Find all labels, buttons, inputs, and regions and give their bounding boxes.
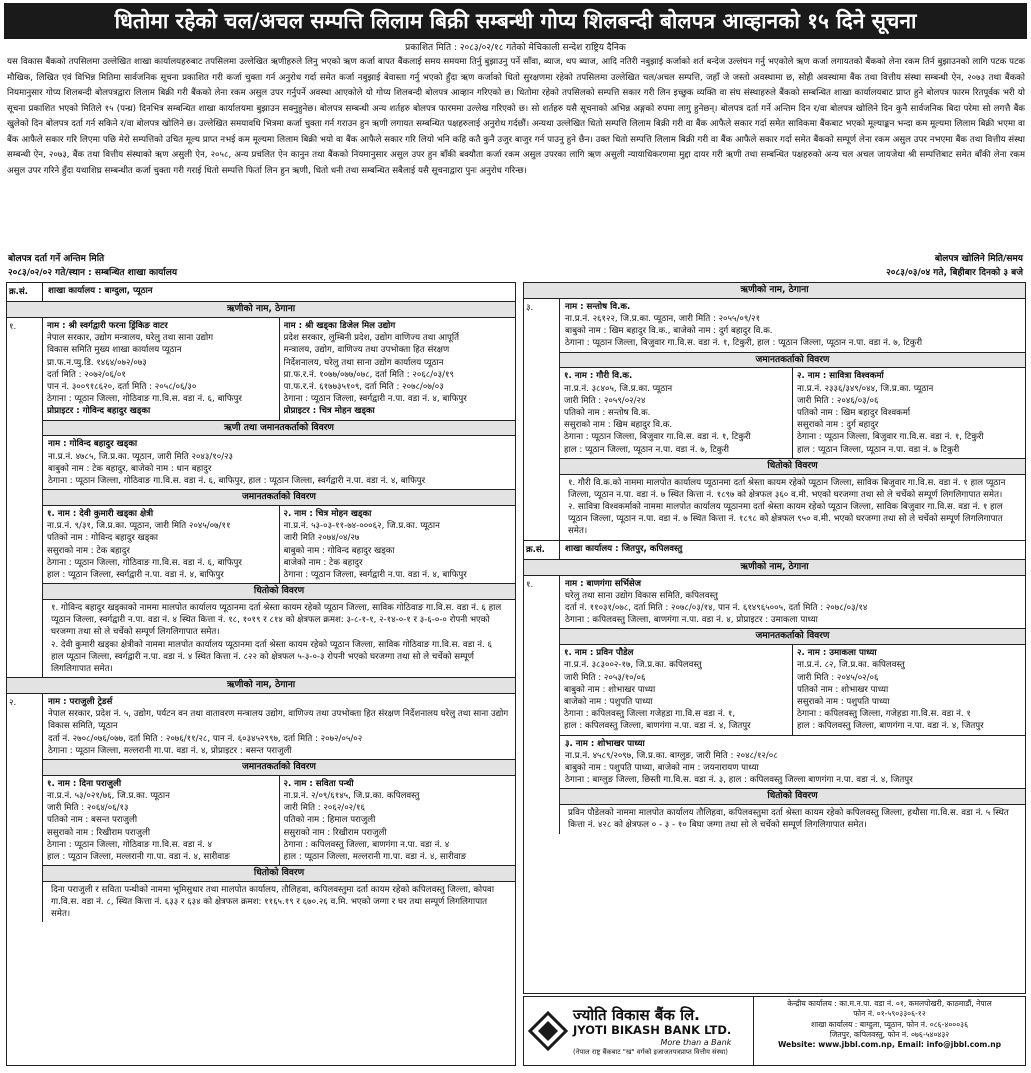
guarantor-2-line: ससुराको नाम : रिखीराम पराजुली (283, 827, 387, 838)
guarantor-line: ना.प्र.नं. ४७८५, जि.प्र.का. प्यूठान, जारी मिति २०४३/१०/२३ (48, 451, 234, 462)
bank-logo-icon (528, 1011, 568, 1051)
guarantor-header: ऋणी तथा जमानतकर्ताको विवरण (43, 421, 515, 437)
notice-banner: धितोमा रहेको चल/अचल सम्पत्ति लिलाम बिक्री सम्बन्धी गोप्य शिलबन्दी बोलपत्र आव्हानको १५ दिने सूचना (4, 3, 1027, 39)
guarantor-1-name: १. नाम : गौरी वि.क. (564, 371, 633, 382)
collateral-text: प्रविन पौडेलको नाममा मालपोत कार्यालय तौलिहवा, कपिलवस्तुमा दर्ता श्रेस्ता कायम रहेको कपिलवस्तु जिल्ला, हथौसा गा.वि.स. वडा नं. ५ स्थित कित्ता नं. ४२८ को क्षेत्रफल ० - ३ - १० बिघा जग्गा तथा सो ले चर्चेको सम्पूर्ण लिगलिगापात समेत। (568, 808, 1009, 831)
debtor-b-line: ठेगाना : प्यूठान जिल्ला, स्वर्गद्वारी न.पा. वडा नं. ४, बाफिपुर (283, 394, 467, 405)
guarantor-2-line: ना.प्र.नं. २३३६/३४९/०४४, जि.प्र.का. प्यूठान (797, 383, 934, 394)
guarantor-1-name: १. नाम : प्रविन पौडेल (564, 648, 634, 659)
guarantor-2-line: पतिको नाम : हिमाल पराजुली (283, 815, 376, 826)
collateral-block (560, 475, 1025, 540)
debtor-line: ठेगाना : प्यूठान जिल्ला, बिजुवार गा.वि.स. वडा नं. १, टिकुरी, हाल : प्यूठान जिल्ला, प्यूठान न.पा. वडा नं. ७, टिकुरी (565, 338, 923, 349)
guarantor-2-line: जारी मिति : २०४५/०२/०६ (797, 672, 879, 683)
bank-footer (523, 996, 1026, 1066)
debtor-a-line: नेपाल सरकार, उद्योग मन्त्रालय, घरेलु तथा साना उद्योग (47, 333, 214, 344)
guarantor-line: बाबुको नाम : टेक बहादुर, बाजेको नाम : धान बहादुर (48, 463, 212, 474)
debtor-line: दर्ता नं. २७०८/०७६/०७७, दर्ता मिति : २०७६/११/२८, पान नं. ६०३४५२९९७, दर्ता मिति : २०७२/०५/०२ (48, 733, 363, 744)
logo-nepali: ज्योति विकास बैंक लि. (573, 1006, 700, 1025)
debtor-name: नाम : बाणगंगा सर्भिसेज (565, 578, 642, 589)
guarantor-1-name: १. नाम : दिना पराजुली (47, 778, 122, 789)
collateral-header: धितोको विवरण (560, 459, 1025, 475)
logo-tagline: More than a Bank (660, 1038, 732, 1048)
guarantor-2-line: ससुराको नाम : पशुपति पाध्या (797, 696, 890, 707)
guarantor-2-line: जारी मिति : २०४६/०३/०६ (797, 395, 879, 406)
bank-logo (524, 997, 754, 1065)
branch-label: शाखा कार्यालय : जितपुर, कपिलवस्तु (565, 543, 683, 554)
guarantor-line: ठेगाना : प्यूठान जिल्ला, गोठिवाङ गा.वि.स. वडा नं. ६, बाफिपुर, हाल : प्यूठान जिल्ला, स्वर्गद्वारी न.पा. वडा नं. ४, बाफिपुर (48, 475, 426, 486)
website-email: Website: www.jbbl.com.np, Email: info@jbbl.com.np (777, 1040, 1002, 1049)
guarantor-1-line: ठेगाना : प्यूठान जिल्ला, गोठिवाङ गा.वि.स. वडा नं. ४ (47, 839, 213, 850)
debtor-b (279, 318, 516, 420)
entry-body (43, 318, 515, 677)
branch-office-1: शाखा कार्यालय : बाग्दुला, प्यूठान, फोन नं. ०८६-४०००३६ (810, 1019, 969, 1029)
guarantor-2-line: पतिको नाम : शोभाखर पाध्या (797, 684, 889, 695)
debtor-line: ना.प्र.नं. २६१२२, जि.प्र.का. प्यूठान, जारी मिति : २०५५/०९/२१ (565, 313, 761, 324)
bid-opening-value: २०८३/०३/०४ गते, बिहीबार दिनको ३ बजे (886, 268, 1023, 278)
debtor-header: ऋणीको नाम, ठेगाना (7, 677, 515, 694)
debtor-a-line: प्रा.फ.न.प्यु.डि. १४६४/०७२/०७३ (47, 357, 147, 368)
debtor-b-line: मन्त्रालय, उद्योग, वाणिज्य तथा उपभोक्ता हित संरक्षण (283, 345, 450, 356)
collateral-header: धितोको विवरण (43, 584, 515, 600)
collateral-item: १. गौरी वि.क.को नाममा मालपोत कार्यालय प्यूठानमा दर्ता श्रेस्ता कायम रहेको प्यूठान जिल्ला, साविक बिजुवार गा.वि.स. वडा नं. १ हाल प्यूठान जिल्ला, प्यूठान न.पा. वडा नं. ७ स्थित कित्ता नं. १८९७ को क्षेत्रफल ३६० व.मी. भएको घरजग्गा तथा सो ले चर्चेको सम्पूर्ण लिगलिगापात समेत। (568, 477, 1006, 500)
guarantor-2-line: ना.प्र.नं. ५३-०३-११-७४-०००६२, जि.प्र.का. प्यूठान (283, 521, 440, 532)
debtor-line: ठेगाना : कपिलवस्तु जिल्ला, बाणगंगा न.पा. वडा नं. ४, प्रोप्राइटर : उमाकला पाध्या (565, 615, 818, 626)
entry-sn: ३. (524, 299, 560, 540)
guarantor-1-line: बाजेको नाम : पशुपति पाध्या (564, 696, 653, 707)
guarantor-3-line: बाबुको नाम : पशुपति पाध्या, बाजेको नाम : जयनारायण पाध्या (565, 762, 759, 773)
collateral-header: धितोको विवरण (43, 866, 515, 882)
debtor-a-line: विकास समिति मुख्य शाखा कार्यालय प्यूठान (47, 345, 182, 356)
branch-row (7, 283, 515, 302)
collateral-text: दिना पराजुली र सविता पन्थीको नाममा भूमिसुधार तथा मालपोत कार्यालय, तौलिहवा, कपिलवस्तुमा दर्ता कायम रहेको कपिलवस्तु जिल्ला, कोपवा गा.वि.स. वडा नं. ८, स्थित कित्ता नं. ६३३ र ६३४ को क्षेत्रफल क्रमश: ११६५.१९ र ६७०.२६ व.मि. भएको जग्गा र घर तथा सम्पूर्ण लिगलिगापात समेत। (51, 884, 495, 920)
debtor-guarantor-block (43, 436, 515, 490)
debtor-a-line: पान नं. ३००९१८६२०, दर्ता मिति : २०५८/०६/३० (47, 381, 197, 392)
guarantor-2-line: ठेगाना : कपिलवस्तु जिल्ला, गजेहडा गा.वि.स. वडा नं. १ (797, 709, 971, 720)
guarantor-2-line: हाल : प्यूठान जिल्ला, प्यूठान न.पा. वडा नं. ७ टिकुरी (797, 444, 960, 455)
entry-sn: २. (7, 694, 43, 923)
guarantor-2-line: ठेगाना : प्यूठान जिल्ला, स्वर्गद्वारी न.पा. वडा नं. ४, बाफिपुर (283, 569, 467, 580)
debtor-block (560, 299, 1025, 353)
guarantor-1 (43, 506, 279, 583)
guarantor-2 (279, 506, 516, 583)
entry-4 (524, 576, 1025, 834)
guarantor-2-line: ठेगाना : प्यूठान जिल्ला, बिजुवार गा.वि.स. वडा नं. १, टिकुरी (797, 432, 984, 443)
guarantor-1-line: ठेगाना : प्यूठान जिल्ला, बिजुवार गा.वि.स. वडा नं. १, टिकुरी (564, 432, 751, 443)
guarantor-2 (792, 368, 1025, 457)
entry-3 (524, 299, 1025, 541)
guarantor-2-line: ठेगाना : कपिलवस्तु जिल्ला, बाणगंगा न.पा. वडा नं. ४ (283, 839, 450, 850)
guarantor-1-line: पतिको नाम : सन्तोष वि.क. (564, 407, 651, 418)
bid-deadline-value: २०८३/०२/०२ गते/स्थान : सम्बन्धित शाखा कार्यालय (8, 268, 178, 278)
entry-sn: १. (7, 318, 43, 677)
guarantor-2-line: बाबुको नाम : गोविन्द बहादुर खड्का (283, 545, 395, 556)
collateral-item: १. गोविन्द बहादुर खड्काको नाममा मालपोत कार्यालय प्यूठानमा दर्ता श्रेस्ता कायम रहेको प्यूठान जिल्ला, साविक गोठिवाङ गा.वि.स. वडा नं. ६ हाल प्यूठान जिल्ला, स्वर्गद्वारी न.पा. वडा नं. ४ स्थित कित्ता नं. १८, १०१९ र ८१४ को क्षेत्रफल क्रमश: ३-८-१-१, २-१४-०-१ र ३-६-०-० रोपनी भएको घरजग्गा तथा सो ले चर्चेको सम्पूर्ण लिगलिगापात समेत। (51, 602, 502, 638)
entry-sn: १. (524, 576, 560, 834)
guarantor-3-line: ना.प्र.नं. ४५८९/२०९७, जि.प्र.का. बाग्लुङ, जारी मिति : २०४८/१२/०८ (565, 750, 778, 761)
guarantor-1-line: ससुराको नाम : रिखीराम पराजुली (47, 827, 151, 838)
guarantor-1-line: हाल : प्यूठान जिल्ला, स्वर्गद्वारी न.पा. वडा नं. ४, बाफिपुर (47, 569, 224, 580)
guarantor-2-line: जारी मिति : २०६२/०२/१६ (283, 803, 365, 814)
guarantor-3 (560, 736, 1025, 790)
guarantor-1-line: हाल : प्यूठान जिल्ला, मल्लरानी गा.पा. वडा नं. ४, सारीवाङ (47, 851, 230, 862)
entry-body (560, 576, 1025, 834)
branch-office-2: जितपुर, कपिलवस्तु, फोन नं. ०७६-५४०४३२ (829, 1029, 950, 1039)
entry-2 (7, 694, 515, 923)
guarantor-1-line: पतिको नाम : गोविन्द बहादुर खड्का (47, 533, 159, 544)
guarantor-2-name: २. नाम : उमाकला पाध्या (797, 648, 877, 659)
guarantor-2-name: २. नाम : चित्र मोहन खड्का (283, 508, 372, 519)
debtor-header: ऋणीको नाम, ठेगाना (524, 283, 1025, 299)
debtor-a-line: दर्ता मिति : २०७२/०६/०१ (47, 369, 126, 380)
debtor-a (43, 318, 279, 420)
guarantor-2-line: पतिको नाम : खिम बहादुर विश्वकर्मा (797, 407, 911, 418)
debtor-block (560, 576, 1025, 630)
debtor-header: ऋणीको नाम, ठेगाना (7, 302, 515, 318)
debtor-line: बाबुको नाम : खिम बहादुर वि.क., बाजेको नाम : दुर्ग बहादुर वि.क. (565, 326, 773, 337)
central-phone: फोन नं. ०१-५९०३३०६-१२ (853, 1009, 926, 1019)
col-sn: क्र.सं. (524, 541, 560, 559)
debtor-block (43, 694, 515, 760)
guarantor-1-line: ना.प्र.नं. ३८४०५, जि.प्र.का. प्यूठान (564, 383, 673, 394)
branch-row (524, 541, 1025, 560)
central-office: केन्द्रीय कार्यालय : का.म.न.पा. वडा नं. ०१, कमलपोखरी, काठमाडौं, नेपाल (787, 999, 992, 1008)
guarantor-2-name: २. नाम : सावित्रा विश्वकर्मा (797, 371, 884, 382)
debtor-name: नाम : सन्तोष वि.क. (565, 301, 631, 312)
guarantor-1-line: हाल : प्यूठान जिल्ला, प्यूठान न.पा. वडा नं. ७, टिकुरी (564, 444, 730, 455)
collateral-item: २. देवी कुमारी खड्का क्षेत्रीको नाममा मालपोत कार्यालय प्यूठानमा दर्ता श्रेस्ता कायम रहेको प्यूठान जिल्ला, साविक गोठिवाङ गा.वि.स. वडा नं. ६ हाल प्यूठान जिल्ला, स्वर्गद्वारी न.पा. वडा नं. ४ स्थित कित्ता नं. ८२२ को क्षेत्रफल ५-३-०-३ रोपनी भएको घरजग्गा तथा सो ले चर्चेको सम्पूर्ण लिगलिगापात समेत। (51, 639, 492, 674)
bid-opening-label: बोलपत्र खोलिने मिति/समय (934, 254, 1023, 264)
entry-body (43, 694, 515, 923)
guarantor-1 (560, 368, 792, 457)
guarantor-1-line: ससुराको नाम : खिम बहादुर वि.क. (564, 420, 673, 431)
collateral-block (43, 600, 515, 677)
guarantor-2-line: ना.प्र.नं. ८२, जि.प्र.का. कपिलवस्तु (797, 660, 905, 671)
guarantor-2-line: बाजेको नाम : टेक बहादुर (283, 557, 363, 568)
debtor-line: नेपाल सरकार, प्रदेश नं. ५, उद्योग, पर्यटन वन तथा वातावरण मन्त्रालय उद्योग, वाणिज्य तथा उपभोक्ता हित संरक्षण निर्देशनालय घरेलु तथा साना उद्योग विकास समिति, प्यूठान (48, 709, 509, 732)
guarantor-2-line: ना.प्र.नं. २/०९/६१४५, जि.प्र.का. कपिलवस्तु (283, 790, 420, 801)
debtor-a-line: ठेगाना : प्यूठान जिल्ला, गोठिवाङ गा.वि.स. वडा नं. ६, बाफिपुर (47, 394, 242, 405)
logo-english: JYOTI BIKASH BANK LTD. (573, 1023, 732, 1038)
guarantor-2-line: ससुराको नाम : दुर्ग बहादुर (797, 420, 879, 431)
guarantor-1-line: ससुराको नाम : टेक बहादुर (47, 545, 130, 556)
guarantor-1-name: १. नाम : देवी कुमारी खड्का क्षेत्री (47, 508, 154, 519)
guarantor-1-line: ना.प्र.नं. ५३/०२१/७६, जि.प्र.का. प्यूठान (47, 790, 170, 801)
debtor-header: ऋणीको नाम, ठेगाना (524, 560, 1025, 576)
guarantor-2-line: जारी मिति २०७४/०४/२७ (283, 533, 360, 544)
col-sn: क्र.सं. (7, 283, 43, 301)
guarantor-1-line: जारी मिति : २०५३/१०/०६ (564, 672, 646, 683)
entry-1 (7, 318, 515, 677)
debtor-b-line: प्रदेश सरकार, लुम्बिनी प्रदेश, उद्योग वाणिज्य तथा आपूर्ति (283, 333, 460, 344)
guarantor-pair (43, 506, 515, 584)
guarantor-pair (43, 776, 515, 866)
debtor-b-name: नाम : श्री खड्का डिजेल मिल उद्योग (283, 320, 396, 331)
debtor-a-proprietor: प्रोप्राइटर : गोविन्द बहादुर खड्का (47, 406, 151, 417)
guarantor-1-line: ना.प्र.नं. ३८३००२-१७, जि.प्र.का. कपिलवस्तु (564, 660, 702, 671)
debtor-line: ठेगाना : प्यूठान जिल्ला, मल्लरानी गा.पा. वडा नं. ४, प्रोप्राइटर : बसन्त पराजुली (48, 745, 292, 756)
intro-paragraph: यस विकास बैंकको तपसिलमा उल्लेखित शाखा कार्यालयहरुबाट तपसिलमा उल्लेखित ऋणीहरुले लिनु भएको ऋण कर्जा बापत बैंकलाई समय समयमा तिर्नु बुझाउनु पर्ने साँवा, ब्याज, थप ब्याज, आदि नतिरी नबुझाई कर्जाको शर्त बन्देज उल्लंघन गर्नु भएकोले ऋण कर्जा लगायतको बैंकको लेना रकम तिर्न बुझाउनको लागि पटक पटक मौखिक, लिखित एवं विभिन्न मितिमा सार्वजनिक सूचना प्रकाशित गरी कर्जा चुक्ता गर्न अनुरोध गर्दा समेत कर्जा नबुझाई बेवास्ता गर्नु भएको हुँदा ऋण कर्जाको धितो सुरक्षणमा रहेको तपसिलमा उल्लेखित चल/अचल सम्पत्ति, जहाँ जे जस्तो अवस्थामा छ, सोही अवस्थामा बैंक तथा वित्तीय संस्था सम्बन्धी ऐन, २०७३ तथा बैंकको नियमानुसार गोप्य शिलबन्दी बोलपत्रद्वारा लिलाम बिक्री गरी बैंकको लेना रकम असुल उपर गर्नुपर्ने अवस्था आएकोले यो गोप्य शिलबन्दी बोलपत्र आव्हान गरिएको छ। धितोमा रहेको तपसिलको सम्पत्ति सकार गरी लिन इच्छुक व्यक्ति वा संघ संस्थाहरुले बैंकको सम्बन्धित शाखा कार्यालयबाट प्राप्त हुने बोलपत्र फारम रितपूर्वक भरी यो सूचना प्रकाशित भएको मितिले १५ (पन्ध्र) दिनभित्र सम्बन्धित शाखा कार्यालयमा बुझाउन सक्नुहुनेछ। बोलपत्र सम्बन्धी अन्य शर्तहरु बोलपत्र फारममा उल्लेख गरिएको छ। सो शर्तहरु यसै सूचनाको अभिन्न अङ्गको रुपमा लागु हुनेछन्। बोलपत्र दर्ता गर्ने अन्तिम दिन र/वा बोलपत्र खोलिने दिन कुनै सार्वजनिक बिदा परेमा सो लगत्तै बैंक खुलेको दिन बोलपत्र दर्ता गर्न सकिने र/वा बोलपत्र खोलिने छ। उल्लेखित समयावधि भित्रमा कर्जा चुक्ता गर्न गराउन हुन ऋणी लगायत सम्बन्धित पक्षहरुलाई अनुरोध गर्दछौं। अन्यथा उल्लेखित धितो सम्पत्ति लिलाम बिक्री गरी वा बैंक आफैले सकार गर्दा समेत साविकमा बैंकबाट भएको मूल्याङ्कन भन्दा कम मूल्यमा लिलाम बिक्री भएमा वा बैंक आफैले सकार गरि लिएमा पछि मेरो सम्पत्तिको उचित मूल्य प्राप्त नभई कम मूल्यमा लिलाम बिक्री भयो वा बैंक आफैले सकार गरि लियो भनि कहि कतै कुनै उजुर बाजुर गर्न पाउनु हुने छैन। उक्त धितो सम्पत्ति लिलाम बिक्री गरी वा बैंक आफैले सकार गर्दा समेत बैंकको सम्पूर्ण लेना रकम असुल उपर नभएमा बैंक तथा वित्तीय संस्था सम्बन्धी ऐन, २०७३, बैंक तथा वित्तीय संस्थाको ऋण असुली ऐन, २०५८, अन्य प्रचलित ऐन कानुन तथा बैंकको नियमानुसार असुल उपर हुन बाँकी बक्यौता कर्जा रकम असुल उपरका लागि ऋण असुली न्यायाधिकरणमा मुद्दा दायर गरी ऋणी तथा सम्बन्धित पक्षहरुको अन्य चल अचल जायजेथा श्री सम्पत्तिबाट समेत बाँकी लेना रकम असुल उपर गरिने हुँदा यथाशिघ्र सम्बन्धीत कर्जा चुक्ता गरी गराई धितो सम्पत्ति फिर्ता लिन हुन ऋणी, धितो धनी तथा सम्बन्धित सबैलाई यसै सूचनाद्वारा पुनः अनुरोध गरिन्छ। (7, 57, 1025, 176)
debtor-line: घरेलु तथा साना उद्योग विकास समिति, कपिलवस्तु (565, 590, 718, 601)
debtor-b-proprietor: प्रोप्राइटर : चित्र मोहन खड्का (283, 406, 375, 417)
left-column (6, 282, 516, 1066)
license-note: (नेपाल राष्ट्र बैंकबाट "ख" वर्गको इजाजतपत्रप्राप्त वित्तीय संस्था) (573, 1047, 728, 1056)
guarantor-2-line: हाल : प्यूठान जिल्ला, मल्लरानी गा.पा. वडा नं. ४, सारीवाङ (283, 851, 467, 862)
guarantor-1-line: ठेगाना : कपिलवस्तु जिल्ला गजेहडा गा.वि.स वडा नं. १, (564, 709, 736, 720)
guarantor-2 (279, 776, 516, 865)
collateral-header: धितोको विवरण (560, 789, 1025, 805)
debtor-pair (43, 318, 515, 421)
guarantor-2 (792, 645, 1025, 734)
guarantor-1-line: हाल : कपिलवस्तु जिल्ला, बाणगंगा न.पा. वडा नं. ४, जितपुर (564, 721, 751, 732)
debtor-line: दर्ता नं. ११०३१/०७८, दर्ता मिति : २०७८/०३/१४, पान नं. ६१४९६५००५, दर्ता मिति : २०७८/०३/१४ (565, 602, 868, 613)
guarantor-details-header: जमानतकर्ताको विवरण (43, 760, 515, 776)
publication-line: प्रकाशित मिति : २०८३/०२/१८ गतेको मेचिकाली सन्देश राष्ट्रिय दैनिक (405, 43, 626, 53)
branch-label: शाखा कार्यालय : बाग्दुला, प्यूठान (48, 286, 153, 296)
guarantor-details-header: जमानतकर्ताको विवरण (560, 629, 1025, 645)
guarantor-1-line: बाबुको नाम : शोभाखर पाध्या (564, 684, 656, 695)
guarantor-1-line: जारी मिति : २०५९/०२/२४ (564, 395, 646, 406)
guarantor-3-name: ३. नाम : शोभाखर पाध्या (565, 738, 645, 749)
debtor-b-line: प्रा.फ.र.नं. १०७७/०७७/०७८, दर्ता मिति : २०६८/०३/१९ (283, 369, 454, 380)
guarantor-1-line: ना.प्र.नं. ९/३१, जि.प्र.का. प्यूठान, जारी मिति २०४५/०७/११ (47, 521, 231, 532)
guarantor-1 (560, 645, 792, 734)
entry-body (560, 299, 1025, 540)
debtor-a-name: नाम : श्री स्वर्गद्वारी फरना ड्रिंकिङ वाटर (47, 320, 168, 331)
guarantor-2-line: हाल : कपिलवस्तु जिल्ला, बाणगंगा न.पा. वडा नं. ४, जितपुर (797, 721, 984, 732)
debtor-b-line: निर्देशनालय, घरेलु तथा साना उद्योग कार्यालय प्यूठान (283, 357, 444, 368)
guarantor-1-line: ठेगाना : प्यूठान जिल्ला, गोठिवाङ गा.वि.स. वडा नं. ६, बाफिपुर (47, 557, 242, 568)
guarantor-name: नाम : गोविन्द बहादुर खड्का (48, 439, 138, 450)
debtor-name: नाम : पराजुली ट्रेडर्स (48, 696, 113, 707)
guarantor-pair (560, 368, 1025, 458)
guarantor-details-header: जमानतकर्ताको विवरण (560, 353, 1025, 369)
guarantor-pair (560, 645, 1025, 735)
guarantor-1-line: जारी मिति : २०६४/०६/१३ (47, 803, 129, 814)
footer-address (754, 997, 1025, 1065)
debtor-b-line: पा.फ.र.नं. ६१७७३५१०९, दर्ता मिति : २०७८/०७/०३ (283, 381, 444, 392)
guarantor-1-line: पतिको नाम : बसन्त पराजुली (47, 815, 138, 826)
guarantor-2-name: २. नाम : सविता पन्थी (283, 778, 354, 789)
guarantor-3-line: ठेगाना : बाग्लुङ जिल्ला, छिस्ती गा.वि.स. वडा नं. ३, हाल : कपिलवस्तु जिल्ला बाणगंगा न.पा. वडा नं. ४, जितपुर (565, 775, 913, 786)
collateral-item: २. सावित्रा विश्वकर्माको नाममा मालपोत कार्यालय प्यूठानमा दर्ता श्रेस्ता कायम रहेको प्यूठान जिल्ला, साविक बिजुवार गा.वि.स. वडा नं. १ हाल प्यूठान जिल्ला, प्यूठान न.पा. वडा नं. ७ स्थित कित्ता नं. १८९८ को क्षेत्रफल ९५० व.मी. भएको घरजग्गा तथा सो ले चर्चेको सम्पूर्ण लिगलिगापात समेत। (568, 501, 1003, 537)
right-column (523, 282, 1026, 994)
guarantor-details-header: जमानतकर्ताको विवरण (43, 490, 515, 506)
guarantor-1 (43, 776, 279, 865)
bid-deadline-label: बोलपत्र दर्ता गर्ने अन्तिम मिति (8, 254, 105, 264)
